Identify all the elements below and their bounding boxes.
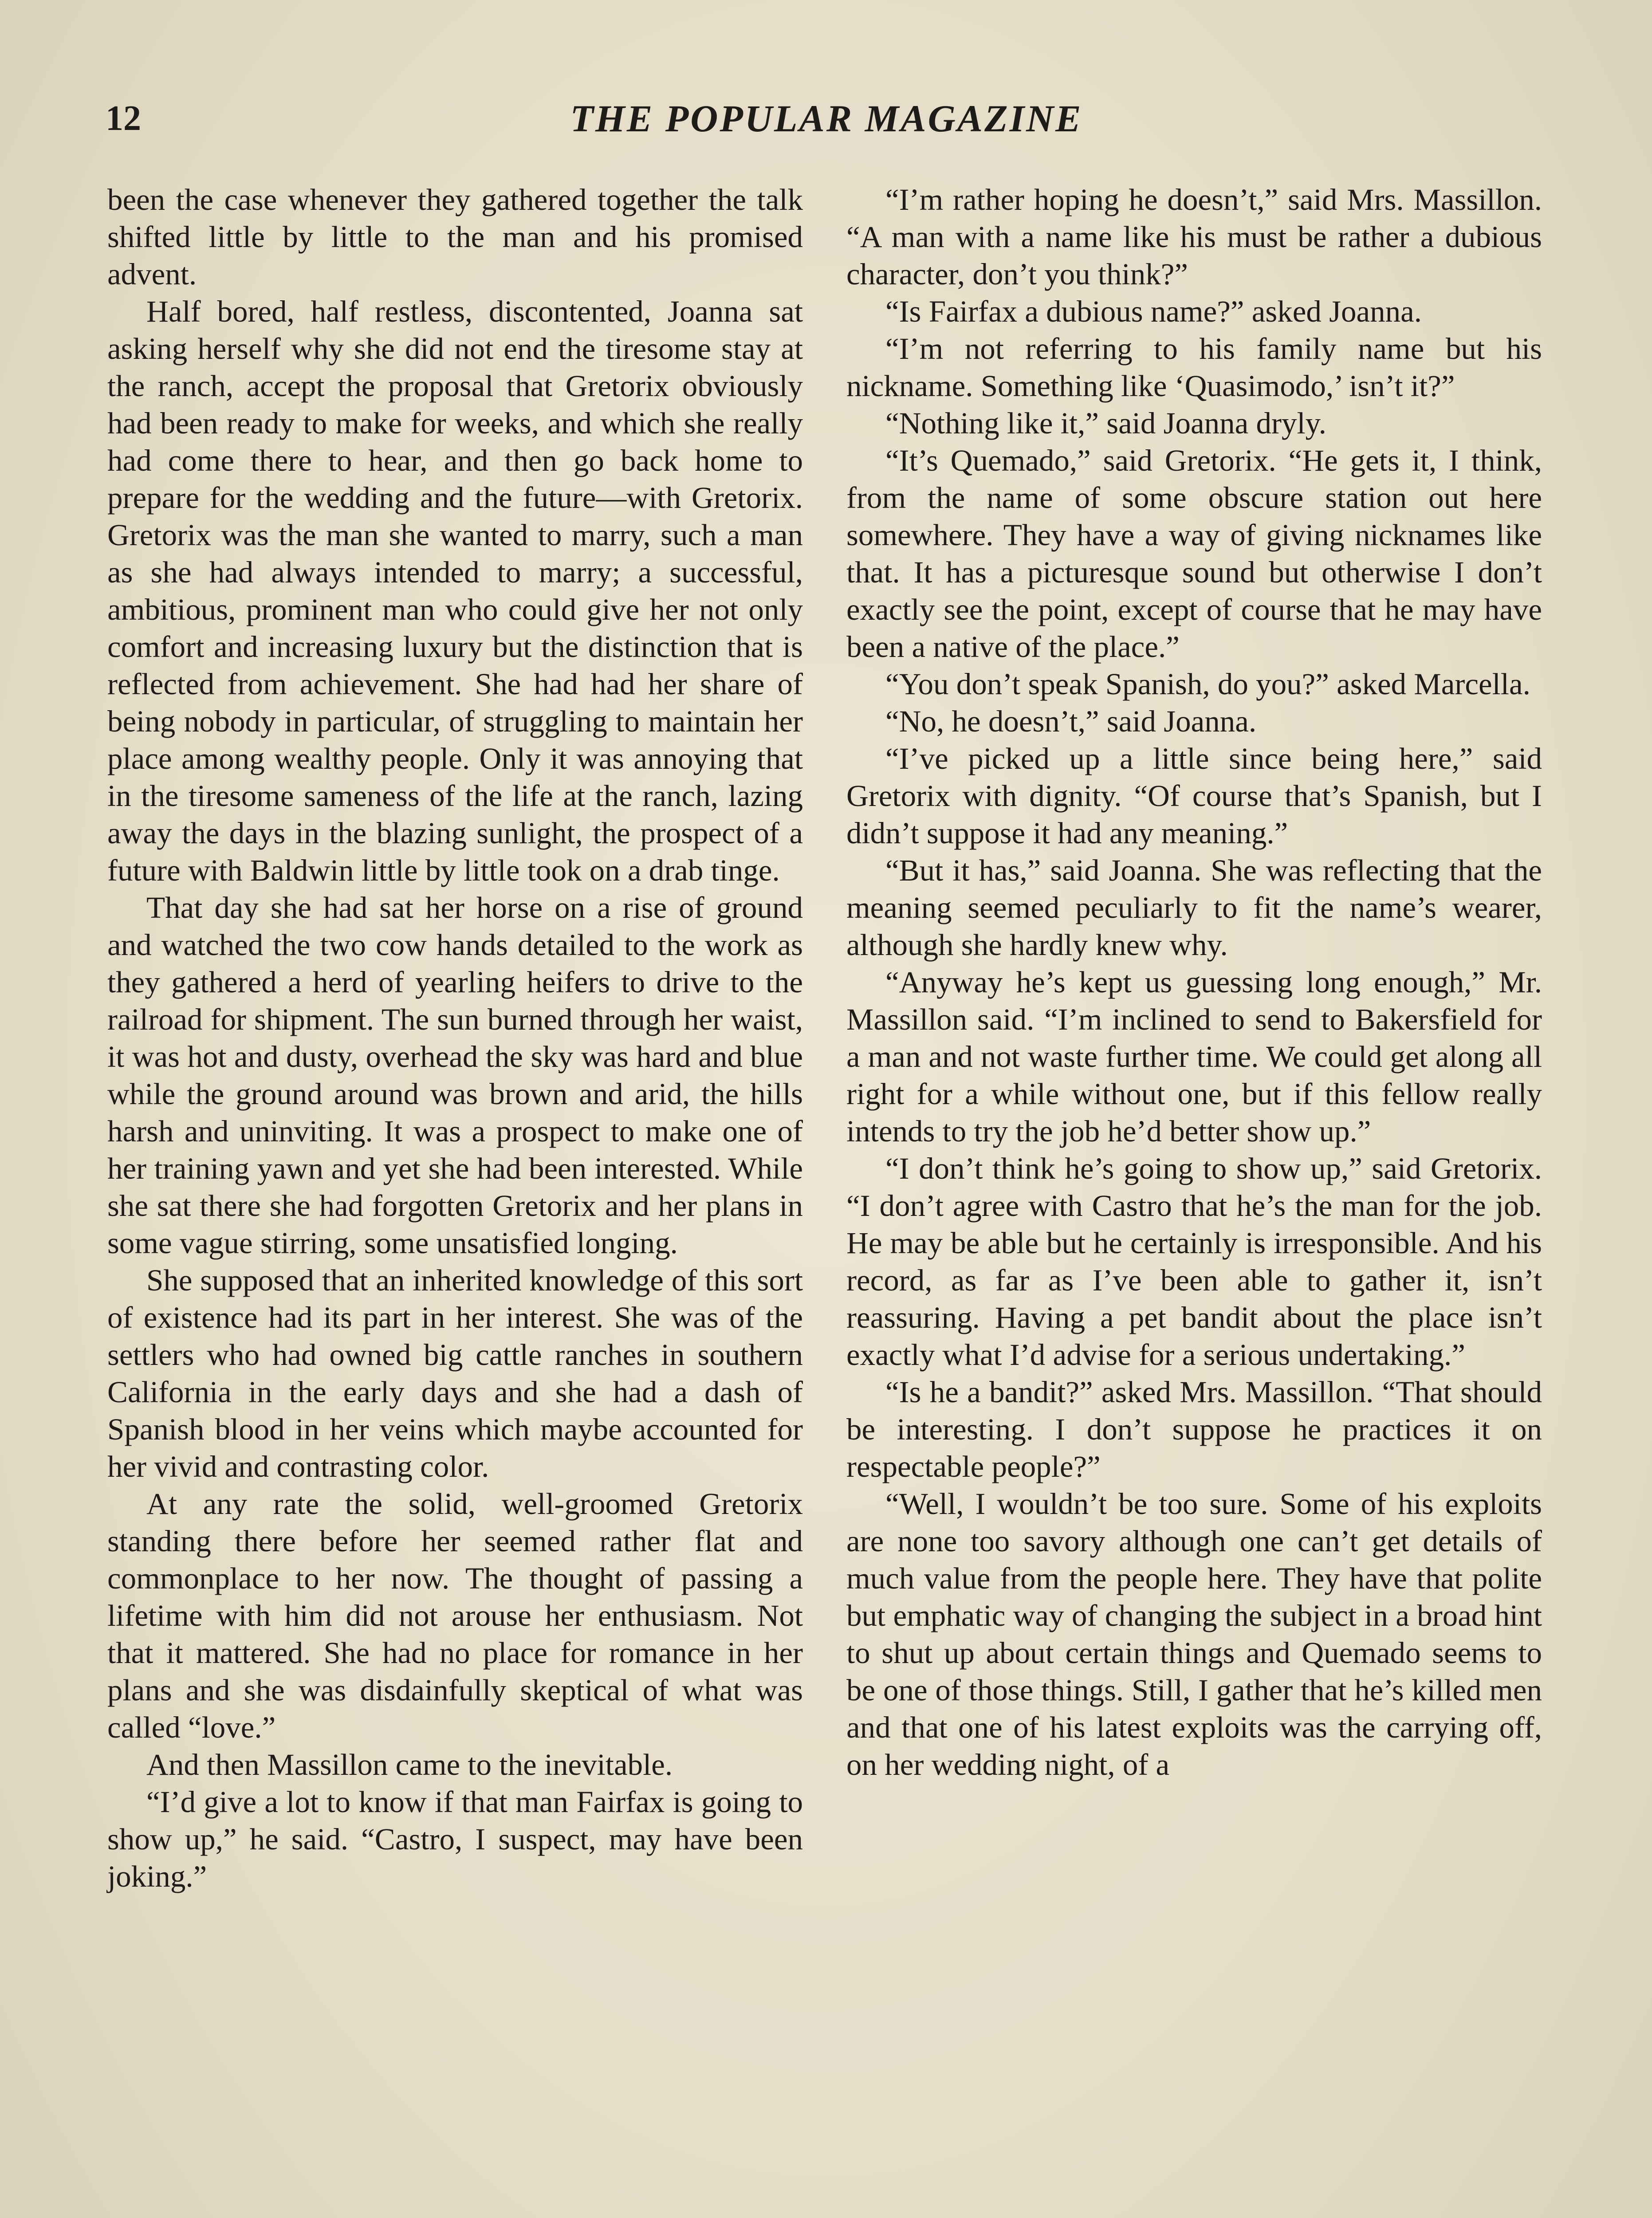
paragraph: She supposed that an inherited knowledge of this sort of existence had its part in her interest. She was of the settlers who had owned big cattle ranches in southern California in the early days and she had a dash of Spanish blood in her veins which maybe accounted for her vivid and contrasting color. [107, 1263, 803, 1483]
right-column [846, 181, 1542, 1783]
paragraph: “Nothing like it,” said Joanna dryly. [885, 406, 1326, 440]
paragraph: “No, he doesn’t,” said Joanna. [885, 704, 1257, 738]
paragraph: At any rate the solid, well-groomed Gretorix standing there before her seemed rather flat and commonplace to her now. The thought of passing a lifetime with him did not arouse her enthusiasm. Not that it mattered. She had no place for romance in her plans and she was disdainfully skeptical of what was called “love.” [107, 1487, 803, 1744]
paragraph: “Is he a bandit?” asked Mrs. Massillon. “That should be interesting. I don’t suppose he practices it on respectable people?” [846, 1375, 1542, 1483]
paragraph: “Well, I wouldn’t be too sure. Some of his exploits are none too savory although one can’t get details of much value from the people here. They have that polite but emphatic way of changing the subject in a broad hint to shut up about certain things and Quemado seems to be one of those things. Still, I gather that he’s killed men and that one of his latest exploits was the carrying off, on her wedding night, of a [846, 1487, 1542, 1781]
running-header [106, 94, 1547, 143]
paragraph: been the case whenever they gathered together the talk shifted little by little to the man and his promised advent. [107, 183, 803, 291]
paragraph: “You don’t speak Spanish, do you?” asked Marcella. [885, 667, 1530, 701]
paragraph: “I’m rather hoping he doesn’t,” said Mrs. Massillon. “A man with a name like his must be rather a dubious character, don’t you think?” [846, 183, 1542, 291]
magazine-title: THE POPULAR MAGAZINE [570, 97, 1083, 140]
paragraph: And then Massillon came to the inevitable. [146, 1748, 673, 1781]
paragraph: “I’d give a lot to know if that man Fairfax is going to show up,” he said. “Castro, I suspect, may have been joking.” [107, 1785, 803, 1893]
paragraph: “I’m not referring to his family name but his nickname. Something like ‘Quasimodo,’ isn’t it?” [846, 332, 1542, 403]
paragraph: “I don’t think he’s going to show up,” said Gretorix. “I don’t agree with Castro that he’s the man for the job. He may be able but he certainly is irresponsible. And his record, as far as I’ve been able to gather it, isn’t reassuring. Having a pet bandit about the place isn’t exactly what I’d advise for a serious undertaking.” [846, 1152, 1542, 1372]
paragraph: Half bored, half restless, discontented, Joanna sat asking herself why she did not end the tiresome stay at the ranch, accept the proposal that Gretorix obviously had been ready to make for weeks, and which she really had come there to hear, and then go back home to prepare for the wedding and the future—with Gretorix. Gretorix was the man she wanted to marry, such a man as she had always intended to marry; a successful, ambitious, prominent man who could give her not only comfort and increasing luxury but the distinction that is reflected from achievement. She had had her share of being nobody in particular, of struggling to maintain her place among wealthy people. Only it was annoying that in the tiresome sameness of the life at the ranch, lazing away the days in the blazing sunlight, the prospect of a future with Baldwin little by little took on a drab tinge. [107, 295, 803, 887]
paragraph: “But it has,” said Joanna. She was reflecting that the meaning seemed peculiarly to fit the name’s wearer, although she hardly knew why. [846, 853, 1542, 962]
paragraph: That day she had sat her horse on a rise of ground and watched the two cow hands detailed to the work as they gathered a herd of yearling heifers to drive to the railroad for shipment. The sun burned through her waist, it was hot and dusty, overhead the sky was hard and blue while the ground around was brown and arid, the hills harsh and uninviting. It was a prospect to make one of her training yawn and yet she had been interested. While she sat there she had forgotten Gretorix and her plans in some vague stirring, some unsatisfied longing. [107, 891, 803, 1260]
paragraph: “Anyway he’s kept us guessing long enough,” Mr. Massillon said. “I’m inclined to send to Bakersfield for a man and not waste further time. We could get along all right for a while without one, but if this fellow really intends to try the job he’d better show up.” [846, 965, 1542, 1148]
paragraph: “I’ve picked up a little since being here,” said Gretorix with dignity. “Of course that’s Spanish, but I didn’t suppose it had any meaning.” [846, 742, 1542, 850]
paragraph: “Is Fairfax a dubious name?” asked Joanna. [885, 295, 1422, 328]
page-number: 12 [106, 99, 141, 138]
left-column [107, 181, 803, 1895]
paragraph: “It’s Quemado,” said Gretorix. “He gets it, I think, from the name of some obscure station out here somewhere. They have a way of giving nicknames like that. It has a picturesque sound but otherwise I don’t exactly see the point, except of course that he may have been a native of the place.” [846, 444, 1542, 664]
